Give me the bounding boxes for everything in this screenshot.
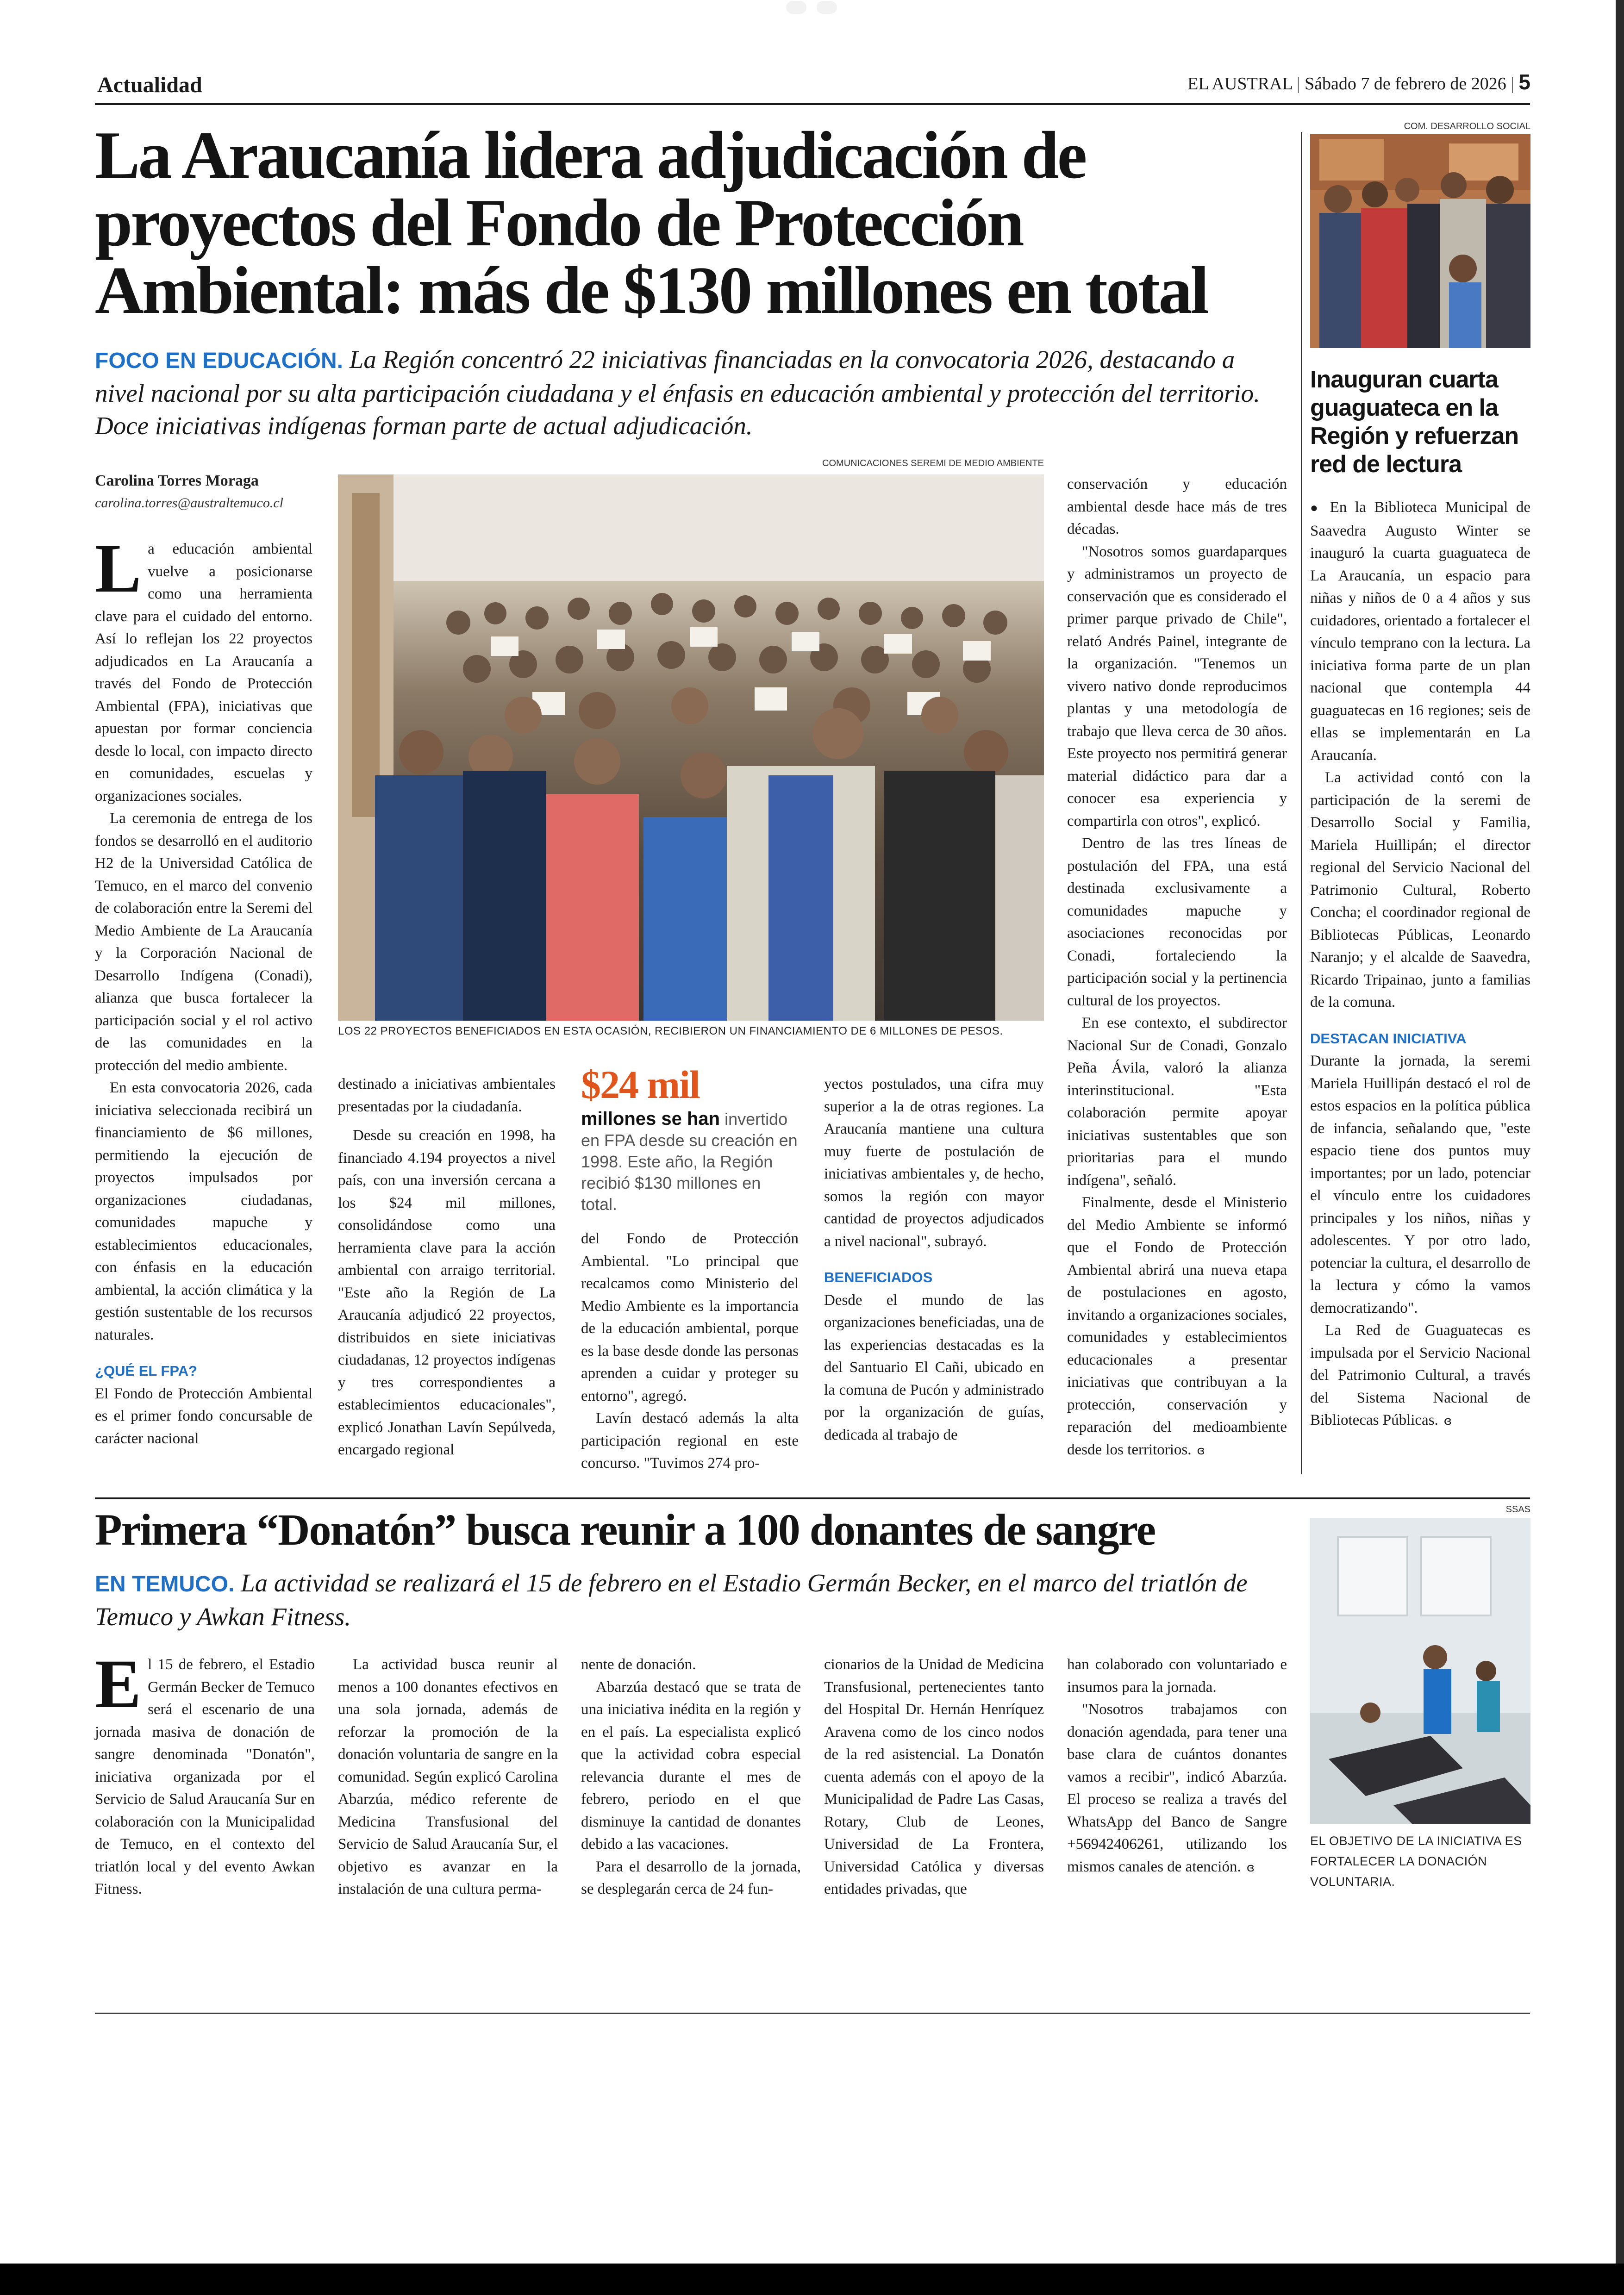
second-col5-p2: [1067, 1698, 1287, 1879]
author-name: Carolina Torres Moraga: [95, 472, 259, 489]
second-photo-credit: SSAS: [1505, 1504, 1530, 1515]
main-col5-p1: conservación y educación ambiental desde hace más de tres décadas.: [1067, 476, 1287, 537]
main-col1-p1: [95, 530, 312, 807]
main-column-3: [581, 1228, 799, 1475]
second-col3-p3: Para el desarrollo de la jornada, se desplegarán cerca de 24 fun-: [581, 1858, 801, 1897]
top-handle: [782, 0, 843, 16]
second-column-5: [1067, 1653, 1287, 1879]
sidebar-p3: Durante la jornada, la seremi Mariela Huillipán destacó el rol de estos espacios en la política pública de infancia, señalando que, "este espacio tiene dos puntos muy importantes; por un lado, potenciar el vínculo entre los cuidadores principales y los niños, niñas y adolescentes. Y por otro lado, potenciar la cultura, el desarrollo de la lectura y cómo la vamos democratizando".: [1310, 1053, 1530, 1316]
end-mark-icon: ɞ: [1443, 1414, 1452, 1428]
section-label: Actualidad: [97, 73, 202, 97]
second-col3-p2: Abarzúa destacó que se trata de una iniciativa inédita en la región y en el país. La especialista explicó que la actividad cobra especial relevancia durante el mes de febrero, periodo en el que disminuye la cantidad de donantes debido a las vacaciones.: [581, 1678, 801, 1852]
second-deck: La actividad se realizará el 15 de febrero en el Estadio Germán Becker, en el marco del triatlón de Temuco y Awkan Fitness.: [95, 1569, 1248, 1631]
main-col1-p2: La ceremonia de entrega de los fondos se desarrolló en el auditorio H2 de la Universidad Católica de Temuco, en el marco del convenio de colaboración entre la Seremi del Medio Ambiente de La Araucanía y la Corporación Nacional de Desarrollo Indígena (Conadi), alianza que busca fortalecer la participación social y el rol activo de las comunidades en la protección del medio ambiente.: [95, 810, 312, 1074]
main-col5-p5-text: Finalmente, desde el Ministerio del Medio Ambiente se informó que el Fondo de Protección Ambiental abrirá una nueva etapa de postulaciones en agosto, invitando a organizaciones sociales, comunidades y establecimientos educacionales a presentar iniciativas que contribuyan a la protección, conservación y reparación del medioambiente desde los territorios.: [1067, 1194, 1287, 1458]
main-column-2: [338, 1073, 556, 1461]
end-mark-icon: ɞ: [1197, 1443, 1205, 1458]
main-col5-p4: En ese contexto, el subdirector Nacional Sur de Conadi, Gonzalo Peña Ávila, valoró la alianza interinstitucional. "Esta colaboración permite apoyar iniciativas sustentables que son prioritarias para el mundo indígena", señaló.: [1067, 1015, 1287, 1189]
second-col5-p2-text: "Nosotros trabajamos con donación agendada, para tener una base clara de cuántos donantes vamos a recibir", indicó Abarzúa. El proceso se realiza a través del WhatsApp del Banco de Sangre +56942406261, utilizando los mismos canales de atención.: [1067, 1701, 1287, 1875]
sidebar-p1-text: En la Biblioteca Municipal de Saavedra Augusto Winter se inauguró la cuarta guaguateca de La Araucanía, un espacio para niñas y niños de 0 a 4 años y sus cuidadores, orientado a fortalecer el vínculo temprano con la lectura. La iniciativa forma parte de un plan nacional que contempla 44 guaguatecas en 16 regiones; seis de ellas se implementarán en La Araucanía.: [1310, 499, 1531, 764]
main-col3-p1: del Fondo de Protección Ambiental. "Lo principal que recalcamos como Ministerio del Medio Ambiente es la importancia de la educación ambiental, porque es la base desde donde las personas aprenden a cuidar y proteger su entorno", agregó.: [581, 1230, 799, 1404]
main-col1-p1-text: a educación ambiental vuelve a posicionarse como una herramienta clave para el cuidado del entorno. Así lo reflejan los 22 proyectos adjudicados en La Araucanía a través del Fondo de Protección Ambiental (FPA), iniciativas que apuestan por formar conciencia desde lo local, con impacto directo en comunidades, escuelas y organizaciones sociales.: [95, 541, 312, 804]
second-col1-p1: [95, 1646, 315, 1901]
newspaper-name: EL AUSTRAL: [1187, 74, 1293, 94]
sidebar-headline: Inauguran cuarta guaguateca en la Región y refuerzan red de lectura: [1310, 366, 1519, 478]
group-photo-illustration: [338, 474, 1044, 1021]
main-col2-p1: destinado a iniciativas ambientales presentadas por la ciudadanía.: [338, 1076, 556, 1115]
folio-sep: |: [1292, 74, 1305, 94]
sidebar-p4-text: La Red de Guaguatecas es impulsada por el Servicio Nacional del Patrimonio Cultural, a través del Sistema Nacional de Bibliotecas Públicas.: [1310, 1322, 1530, 1428]
sidebar-subhead: DESTACAN INICIATIVA: [1310, 1030, 1467, 1047]
main-col5-p5: [1067, 1191, 1287, 1462]
main-column-5: [1067, 473, 1287, 1462]
page-number: 5: [1518, 70, 1530, 94]
main-col4-p1: yectos postulados, una cifra muy superior a la de otras regiones. La Araucanía mantiene una cultura muy fuerte de postulación de iniciativas ambientales y, de hecho, somos la región con mayor cantidad de proyectos adjudicados a nivel nacional", subrayó.: [824, 1076, 1044, 1250]
sidebar-divider: [1301, 132, 1302, 1474]
second-col1-p1-text: l 15 de febrero, el Estadio Germán Becker de Temuco será el escenario de una jornada masiva de donación de sangre denominada "Donatón", iniciativa organizada por el Servicio de Salud Araucanía Sur en colaboración con la Municipalidad de Temuco, en el contexto del triatlón local y del evento Awkan Fitness.: [95, 1656, 315, 1897]
bottom-rule: [95, 2013, 1530, 2014]
second-photo-illustration: [1310, 1518, 1530, 1824]
second-deck-block: [95, 1567, 1280, 1633]
main-column-1: [95, 530, 312, 1450]
main-column-4: [824, 1073, 1044, 1446]
main-photo-credit: COMUNICACIONES SEREMI DE MEDIO AMBIENTE: [822, 458, 1044, 468]
author-email: carolina.torres@australtemuco.cl: [95, 495, 284, 511]
end-mark-icon: ɞ: [1246, 1860, 1255, 1875]
bottom-bar: [0, 2264, 1624, 2295]
sidebar-column: [1310, 496, 1530, 1433]
second-photo: [1310, 1518, 1530, 1824]
page-edge: [1616, 0, 1624, 2264]
main-kicker: FOCO EN EDUCACIÓN.: [95, 349, 344, 373]
sidebar-photo-illustration: [1310, 134, 1530, 348]
second-col3-p1: nente de donación.: [581, 1656, 696, 1673]
second-kicker: EN TEMUCO.: [95, 1572, 235, 1597]
main-col2-p2: Desde su creación en 1998, ha financiado 4.194 proyectos a nivel país, con una inversión cercana a los $24 mil millones, consolidándose como una herramienta clave para la acción ambiental con arraigo territorial. "Este año la Región de La Araucanía adjudicó 22 proyectos, distribuidos en siete iniciativas ciudadanas, 12 proyectos indígenas y tres correspondientes a establecimientos educacionales", explicó Jonathan Lavín Sepúlveda, encargado regional: [338, 1127, 556, 1458]
page-folio: [1111, 69, 1530, 94]
callout-bold: millones se han: [581, 1109, 720, 1129]
main-deck-block: [95, 343, 1289, 442]
second-column-1: [95, 1646, 315, 1901]
masthead-rule: [95, 103, 1530, 105]
stat-callout: [581, 1064, 799, 1215]
sidebar-p4: [1310, 1319, 1530, 1433]
second-col5-p1: han colaborado con voluntariado e insumos para la jornada.: [1067, 1656, 1287, 1696]
second-col2-p1: La actividad busca reunir al menos a 100 donantes efectivos en una sola jornada, además de reforzar la promoción de la donación voluntaria de sangre en la comunidad. Según explicó Carolina Abarzúa, médico referente de Medicina Transfusional del Servicio de Salud Araucanía Sur, el objetivo es avanzar en la instalación de una cultura perma-: [338, 1656, 558, 1897]
second-column-2: [338, 1653, 558, 1901]
second-column-4: [824, 1653, 1044, 1901]
callout-text: [581, 1108, 799, 1215]
main-photo-caption: LOS 22 PROYECTOS BENEFICIADOS EN ESTA OCASIÓN, RECIBIERON UN FINANCIAMIENTO DE 6 MILLONES DE PESOS.: [338, 1025, 1003, 1037]
main-col1-p3: En esta convocatoria 2026, cada iniciativa seleccionada recibirá un financiamiento de $6 millones, permitiendo la ejecución de proyectos impulsados por organizaciones ciudadanas, comunidades mapuche y establecimientos educacionales, con énfasis en la educación ambiental, la acción climática y la gestión sustentable de los recursos naturales.: [95, 1079, 312, 1343]
second-col4-p1: cionarios de la Unidad de Medicina Transfusional, pertenecientes tanto del Hospital Dr. Hernán Henríquez Aravena como de los cinco nodos de la red asistencial. La Donatón cuenta además con el apoyo de la Municipalidad de Padre Las Casas, Rotary, Club de Leones, Universidad de La Frontera, Universidad Católica y diversas entidades privadas, que: [824, 1656, 1044, 1897]
second-photo-caption: EL OBJETIVO DE LA INICIATIVA ES FORTALECER LA DONACIÓN VOLUNTARIA.: [1310, 1834, 1522, 1889]
sidebar-photo-credit: COM. DESARROLLO SOCIAL: [1404, 121, 1530, 131]
sidebar-p1: [1310, 496, 1530, 767]
main-col4-p2: Desde el mundo de las organizaciones beneficiadas, una de las experiencias destacadas es la del Santuario El Cañi, ubicado en la comuna de Pucón y administrado por la organización de guías, dedicada al trabajo de: [824, 1291, 1044, 1443]
callout-rest: invertido en FPA desde su creación en 1998. Este año, la Región recibió $130 millones en total.: [581, 1110, 798, 1214]
sidebar-photo: [1310, 134, 1530, 348]
second-dropcap: E: [95, 1646, 142, 1722]
main-col3-p2: Lavín destacó además la alta participación regional en este concurso. "Tuvimos 274 pro-: [581, 1410, 799, 1472]
bullet-icon: ●: [1310, 501, 1330, 515]
main-headline: La Araucanía lidera adjudicación de proyectos del Fondo de Protección Ambiental: más de $130 millones en total: [95, 118, 1207, 328]
issue-date: Sábado 7 de febrero de 2026: [1305, 74, 1506, 94]
main-deck: La Región concentró 22 iniciativas financiadas en la convocatoria 2026, destacando a nivel nacional por su alta participación ciudadana y el énfasis en educación ambiental y protección del territorio. Doce iniciativas indígenas forman parte de actual adjudicación.: [95, 345, 1260, 440]
sidebar-p2: La actividad contó con la participación de la seremi de Desarrollo Social y Familia, Mariela Huillipán; el director regional del Servicio Nacional del Patrimonio Cultural, Roberto Concha; el coordinador regional de Bibliotecas Públicas, Leonardo Naranjo; y el alcalde de Saavedra, Ricardo Tripainao, junto a familias de la comuna.: [1310, 769, 1530, 1010]
main-col5-p3: Dentro de las tres líneas de postulación del FPA, una está destinada exclusivamente a comunidades mapuche y asociaciones reconocidas por Conadi, fortaleciendo la participación social y la pertinencia cultural de los proyectos.: [1067, 835, 1287, 1009]
second-column-3: [581, 1653, 801, 1901]
main-col1-p4: El Fondo de Protección Ambiental es el primer fondo concursable de carácter nacional: [95, 1385, 312, 1447]
main-col1-subhead: ¿QUÉ EL FPA?: [95, 1363, 198, 1379]
main-dropcap: L: [95, 530, 142, 607]
main-col5-p2: "Nosotros somos guardaparques y administramos un proyecto de conservación que es considerado el primer parque privado de Chile", relató Andrés Painel, integrante de la organización. "Tenemos un vivero nativo donde reproducimos plantas y una metodología de trabajo que lleva cerca de 30 años. Este proyecto nos permitirá generar material didáctico para dar a conocer esa experiencia y compartirla con otros", explicó.: [1067, 543, 1287, 829]
main-group-photo: [338, 474, 1044, 1021]
second-headline: Primera “Donatón” busca reunir a 100 donantes de sangre: [95, 1505, 1156, 1554]
folio-sep: |: [1506, 74, 1519, 94]
main-col4-subhead: BENEFICIADOS: [824, 1269, 933, 1285]
story-divider: [95, 1497, 1530, 1499]
callout-figure: $24 mil: [581, 1062, 700, 1107]
